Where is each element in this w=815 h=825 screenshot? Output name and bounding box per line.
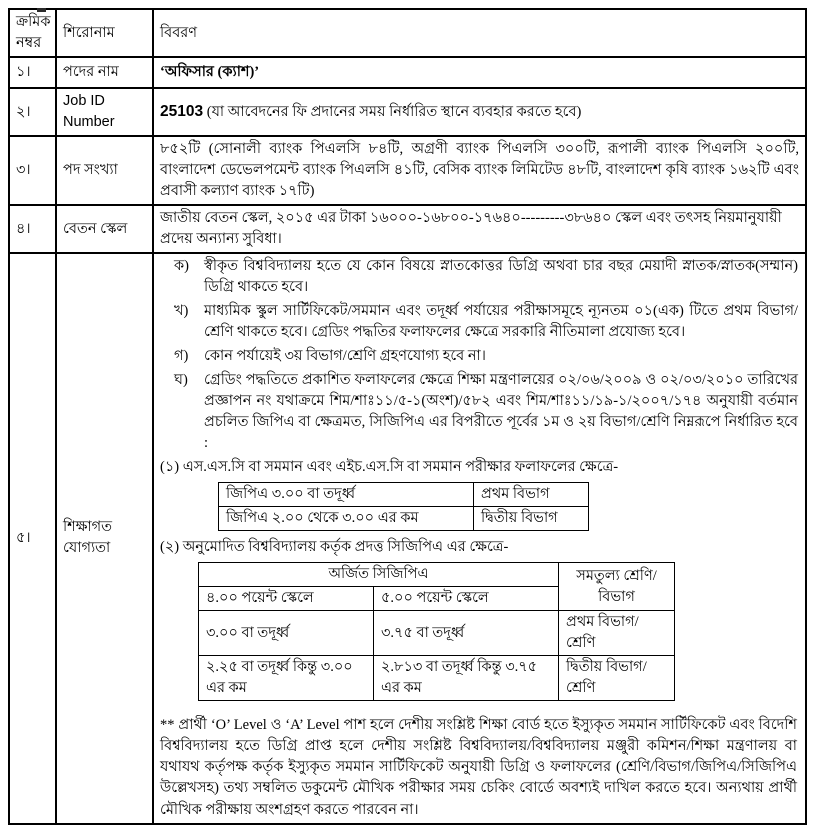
job-id-number: 25103 — [160, 102, 204, 120]
item-text: গ্রেডিং পদ্ধতিতে প্রকাশিত ফলাফলের ক্ষেত্রে শিক্ষা মন্ত্রণালয়ের ০২/০৬/২০০৯ ও ০২/০৩/২০১০ তারিখের প্রজ্ঞাপন নং যথাক্রমে শিম/শাঃ১১/৫-১(অংশ)/৫৮২ এবং শিম/শাঃ১১/১৯-১/২০০৭/১৭৪ অনুযায়ী বর্তমান প্রচলিত জিপিএ বা ক্ষেত্রমত, সিজিপিএ এর বিপরীতে পূর্বের ১ম ও ২য় বিভাগ/শ্রেণি নিম্নরূপে নির্ধারিত হবে : — [204, 372, 798, 452]
cgpa-header: অর্জিত সিজিপিএ — [199, 563, 559, 587]
qualification-item-kha — [160, 301, 799, 343]
gpa-division-table — [218, 482, 589, 531]
item-marker: গ) — [174, 348, 189, 365]
item-marker: ক) — [174, 258, 189, 275]
row-title: শিক্ষাগত যোগ্যতা — [56, 253, 153, 823]
equivalent-class-header: সমতুল্য শ্রেণি/বিভাগ — [559, 563, 675, 611]
table-header-row — [199, 563, 675, 587]
item-marker: ঘ) — [174, 372, 188, 389]
item-text: মাধ্যমিক স্কুল সার্টিফিকেট/সমমান এবং তদূর্ধ্ব পর্যায়ের পরীক্ষাসমূহে ন্যূনতম ০১(এক) টিতে প্রথম বিভাগ/শ্রেণি থাকতে হবে। গ্রেডিং পদ্ধতির ফলাফলের ক্ষেত্রে সরকারি নীতিমালা প্রযোজ্য হবে। — [204, 303, 798, 341]
post-count-value: ৮৫২টি (সোনালী ব্যাংক পিএলসি ৮৪টি, অগ্রণী ব্যাংক পিএলসি ৩০০টি, রূপালী ব্যাংক পিএলসি ২০০টি, বাংলাদেশ ডেভেলপমেন্ট ব্যাংক পিএলসি ৪১টি, বেসিক ব্যাংক লিমিটেড ৪৮টি, বাংলাদেশ কৃষি ব্যাংক ১৬২টি এবং প্রবাসী কল্যাণ ব্যাংক ১৭টি) — [153, 136, 806, 205]
job-circular-table — [8, 8, 807, 825]
qualification-item-ka — [160, 256, 799, 298]
equivalent-class: দ্বিতীয় বিভাগ/শ্রেণি — [559, 656, 675, 701]
scale-4-header: ৪.০০ পয়েন্ট স্কেলে — [199, 587, 374, 611]
table-row — [199, 656, 675, 701]
serial-number: ৩। — [9, 136, 56, 205]
post-name-bold: ‘অফিসার (ক্যাশ)’ — [160, 64, 260, 81]
serial-number: ২। — [9, 88, 56, 136]
row-title: পদ সংখ্যা — [56, 136, 153, 205]
equivalent-class: প্রথম বিভাগ/শ্রেণি — [559, 611, 675, 656]
table-row — [9, 57, 806, 88]
table-row — [219, 483, 589, 507]
cgpa-4-value: ২.২৫ বা তদূর্ধ্ব কিন্তু ৩.০০ এর কম — [199, 656, 374, 701]
item-marker: খ) — [174, 303, 189, 320]
division: দ্বিতীয় বিভাগ — [474, 507, 589, 531]
o-level-a-level-note: ** প্রার্থী ‘O’ Level ও ‘A’ Level পাশ হলে দেশীয় সংশ্লিষ্ট শিক্ষা বোর্ড হতে ইস্যুকৃত সমমান সার্টিফিকেট এবং বিদেশি বিশ্ববিদ্যালয় হতে ডিগ্রি প্রাপ্ত হলে দেশীয় সংশ্লিষ্ট বিশ্ববিদ্যালয়/বিশ্ববিদ্যালয় মঞ্জুরী কমিশন/শিক্ষা মন্ত্রণালয় বা যথাযথ কর্তৃপক্ষ কর্তৃক ইস্যুকৃত সমমান সার্টিফিকেট অনুযায়ী ডিগ্রি ও ফলাফলের (শ্রেণি/বিভাগ/জিপিএ/সিজিপিএ উল্লেখসহ) তথ্য সম্বলিত ডকুমেন্ট মৌখিক পরীক্ষার সময় চেকিং বোর্ডে অবশ্যই দাখিল করতে হবে। অন্যথায় প্রার্থী মৌখিক পরীক্ষায় অংশগ্রহণ করতে পারবেন না। — [160, 717, 798, 818]
table-header-row — [9, 9, 806, 57]
row-title: বেতন স্কেল — [56, 205, 153, 253]
qualification-item-gha — [160, 370, 799, 454]
cgpa-sub-label: (২) অনুমোদিত বিশ্ববিদ্যালয় কর্তৃক প্রদত্ত সিজিপিএ এর ক্ষেত্রে- — [160, 539, 509, 556]
serial-number: ৫। — [9, 253, 56, 823]
pay-scale-value: জাতীয় বেতন স্কেল, ২০১৫ এর টাকা ১৬০০০-১৬৮০০-১৭৬৪০---------৩৮৬৪০ স্কেল এবং তৎসহ নিয়মানুযায়ী প্রদেয় অন্যান্য সুবিধা। — [153, 205, 806, 253]
table-row — [9, 88, 806, 136]
header-description: বিবরণ — [153, 9, 806, 57]
table-row — [219, 507, 589, 531]
cgpa-equivalence-table — [198, 562, 675, 701]
table-row — [9, 136, 806, 205]
row-title: Job ID Number — [56, 88, 153, 136]
table-row — [199, 611, 675, 656]
cgpa-5-value: ২.৮১৩ বা তদূর্ধ্ব কিন্তু ৩.৭৫ এর কম — [374, 656, 559, 701]
serial-number: ৪। — [9, 205, 56, 253]
gpa-range: জিপিএ ৩.০০ বা তদূর্ধ্ব — [219, 483, 474, 507]
serial-number: ১। — [9, 57, 56, 88]
table-row — [9, 205, 806, 253]
item-text: স্বীকৃত বিশ্ববিদ্যালয় হতে যে কোন বিষয়ে স্নাতকোত্তর ডিগ্রি অথবা চার বছর মেয়াদী স্নাতক/স্নাতক(সম্মান) ডিগ্রি থাকতে হবে। — [204, 258, 798, 296]
qualification-item-ga — [160, 346, 799, 367]
job-id-note: (যা আবেদনের ফি প্রদানের সময় নির্ধারিত স্থানে ব্যবহার করতে হবে) — [203, 103, 582, 120]
cgpa-4-value: ৩.০০ বা তদূর্ধ্ব — [199, 611, 374, 656]
gpa-range: জিপিএ ২.০০ থেকে ৩.০০ এর কম — [219, 507, 474, 531]
scale-5-header: ৫.০০ পয়েন্ট স্কেলে — [374, 587, 559, 611]
division: প্রথম বিভাগ — [474, 483, 589, 507]
job-id-value — [153, 88, 806, 136]
header-title: শিরোনাম — [56, 9, 153, 57]
item-text: কোন পর্যায়েই ৩য় বিভাগ/শ্রেণি গ্রহণযোগ্য হবে না। — [204, 348, 486, 365]
cgpa-5-value: ৩.৭৫ বা তদূর্ধ্ব — [374, 611, 559, 656]
post-name-value — [153, 57, 806, 88]
table-row — [9, 253, 806, 823]
ssc-hsc-sub-label: (১) এস.এস.সি বা সমমান এবং এইচ.এস.সি বা সমমান পরীক্ষার ফলাফলের ক্ষেত্রে- — [160, 459, 619, 476]
cropped-text-artifact — [37, 8, 46, 12]
qualification-cell — [153, 253, 806, 823]
header-serial: ক্রমিক নম্বর — [9, 9, 56, 57]
row-title: পদের নাম — [56, 57, 153, 88]
